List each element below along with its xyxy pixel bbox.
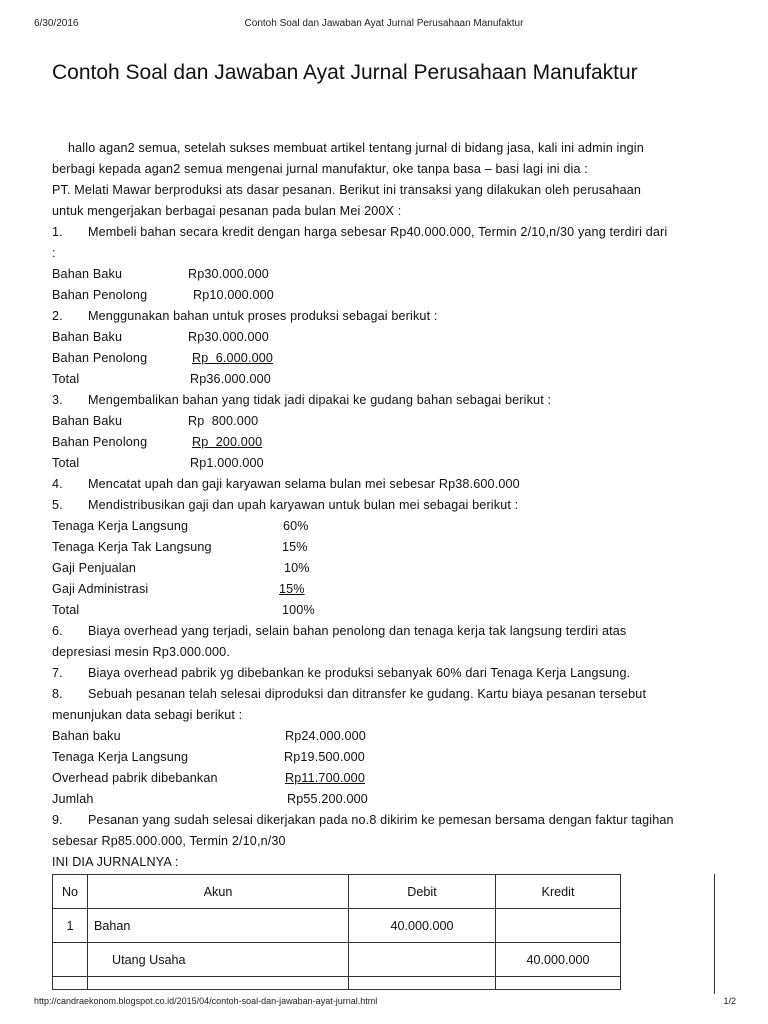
transaction-9-cont: sebesar Rp85.000.000, Termin 2/10,n/30: [52, 834, 286, 848]
header-akun: Akun: [88, 875, 349, 909]
detail-row: [52, 264, 722, 285]
cell-no: 1: [53, 909, 88, 943]
cell-kredit: 40.000.000: [496, 943, 621, 977]
detail-row: [52, 411, 722, 432]
detail-row: [52, 327, 722, 348]
item-number: 8.: [52, 687, 63, 701]
detail-row: [52, 600, 722, 621]
journal-table: [52, 874, 621, 990]
detail-label: Bahan baku: [52, 729, 121, 743]
cell-debit: [349, 977, 496, 990]
item-number: 5.: [52, 498, 63, 512]
detail-value: Rp 800.000: [188, 414, 259, 428]
cell-akun: Bahan: [88, 909, 349, 943]
transaction-1: [52, 222, 722, 243]
header-debit: Debit: [349, 875, 496, 909]
detail-row: [52, 369, 722, 390]
item-number: 3.: [52, 393, 63, 407]
detail-value: Rp30.000.000: [188, 267, 269, 281]
transaction-8-cont: menunjukan data sebagi berikut :: [52, 708, 243, 722]
detail-row: [52, 432, 722, 453]
header-no: No: [53, 875, 88, 909]
detail-value: 15%: [282, 540, 308, 554]
table-row: [53, 909, 621, 943]
detail-row: [52, 768, 722, 789]
page-title: Contoh Soal dan Jawaban Ayat Jurnal Perusahaan Manufaktur: [52, 61, 638, 84]
detail-label: Jumlah: [52, 792, 94, 806]
item-text: Mencatat upah dan gaji karyawan selama bulan mei sebesar Rp38.600.000: [88, 477, 520, 491]
transaction-5: [52, 495, 722, 516]
print-date: 6/30/2016: [34, 18, 79, 29]
detail-label: Gaji Penjualan: [52, 561, 137, 575]
item-number: 9.: [52, 813, 63, 827]
detail-row: [52, 789, 722, 810]
detail-value: Rp 200.000: [192, 435, 263, 449]
detail-label: Bahan Penolong: [52, 351, 148, 365]
detail-row: [52, 537, 722, 558]
detail-value: Rp24.000.000: [285, 729, 366, 743]
header-kredit: Kredit: [496, 875, 621, 909]
transaction-2: [52, 306, 722, 327]
table-outer-border: [714, 874, 715, 994]
intro-line: PT. Melati Mawar berproduksi ats dasar pesanan. Berikut ini transaksi yang dilakukan oleh perusahaan: [52, 183, 642, 197]
detail-label: Tenaga Kerja Langsung: [52, 750, 189, 764]
detail-value: Rp11.700.000: [285, 771, 365, 785]
item-text: Menggunakan bahan untuk proses produksi sebagai berikut :: [88, 309, 438, 323]
detail-value: 100%: [282, 603, 315, 617]
detail-label: Total: [52, 603, 80, 617]
article-body: [52, 138, 722, 873]
detail-row: [52, 726, 722, 747]
detail-row: [52, 579, 722, 600]
detail-label: Total: [52, 372, 80, 386]
print-footer-url: http://candraekonom.blogspot.co.id/2015/04/contoh-soal-dan-jawaban-ayat-jurnal.html: [34, 996, 378, 1006]
print-header-title: Contoh Soal dan Jawaban Ayat Jurnal Perusahaan Manufaktur: [244, 18, 524, 29]
detail-value: Rp36.000.000: [190, 372, 271, 386]
detail-label: Bahan Baku: [52, 330, 123, 344]
cell-no: [53, 943, 88, 977]
cell-debit: 40.000.000: [349, 909, 496, 943]
transaction-8: [52, 684, 722, 705]
item-number: 1.: [52, 225, 63, 239]
detail-value: Rp19.500.000: [284, 750, 365, 764]
item-text: Biaya overhead pabrik yg dibebankan ke produksi sebanyak 60% dari Tenaga Kerja Langsung.: [88, 666, 631, 680]
detail-label: Gaji Administrasi: [52, 582, 149, 596]
transaction-1-colon: :: [52, 246, 56, 260]
detail-value: Rp55.200.000: [287, 792, 368, 806]
transaction-7: [52, 663, 722, 684]
item-text: Mengembalikan bahan yang tidak jadi dipakai ke gudang bahan sebagai berikut :: [88, 393, 552, 407]
cell-kredit: [496, 909, 621, 943]
detail-value: 15%: [279, 582, 305, 596]
transaction-9: [52, 810, 722, 831]
detail-value: Rp 6.000.000: [192, 351, 274, 365]
detail-label: Bahan Baku: [52, 414, 123, 428]
item-text: Membeli bahan secara kredit dengan harga sebesar Rp40.000.000, Termin 2/10,n/30 yang terdiri dari: [88, 225, 668, 239]
intro-line: untuk mengerjakan berbagai pesanan pada bulan Mei 200X :: [52, 204, 402, 218]
item-text: Biaya overhead yang terjadi, selain bahan penolong dan tenaga kerja tak langsung terdiri atas: [88, 624, 627, 638]
detail-value: 10%: [284, 561, 310, 575]
detail-row: [52, 558, 722, 579]
detail-label: Tenaga Kerja Langsung: [52, 519, 189, 533]
detail-row: [52, 348, 722, 369]
detail-row: [52, 285, 722, 306]
transaction-3: [52, 390, 722, 411]
detail-label: Tenaga Kerja Tak Langsung: [52, 540, 212, 554]
item-number: 7.: [52, 666, 63, 680]
detail-row: [52, 516, 722, 537]
cell-debit: [349, 943, 496, 977]
cell-kredit: [496, 977, 621, 990]
item-number: 4.: [52, 477, 63, 491]
print-page-number: 1/2: [723, 996, 736, 1006]
detail-label: Overhead pabrik dibebankan: [52, 771, 218, 785]
detail-label: Bahan Baku: [52, 267, 123, 281]
detail-label: Bahan Penolong: [52, 288, 148, 302]
detail-value: Rp10.000.000: [193, 288, 274, 302]
cell-akun: Utang Usaha: [88, 943, 349, 977]
transaction-4: [52, 474, 722, 495]
detail-value: Rp30.000.000: [188, 330, 269, 344]
detail-value: 60%: [283, 519, 309, 533]
table-row: [53, 977, 621, 990]
item-number: 6.: [52, 624, 63, 638]
detail-label: Total: [52, 456, 80, 470]
table-row: [53, 943, 621, 977]
table-header-row: [53, 875, 621, 909]
item-number: 2.: [52, 309, 63, 323]
transaction-6: [52, 621, 722, 642]
cell-akun: [88, 977, 349, 990]
item-text: Mendistribusikan gaji dan upah karyawan untuk bulan mei sebagai berikut :: [88, 498, 519, 512]
detail-value: Rp1.000.000: [190, 456, 264, 470]
transaction-6-cont: depresiasi mesin Rp3.000.000.: [52, 645, 230, 659]
cell-no: [53, 977, 88, 990]
journal-intro: INI DIA JURNALNYA :: [52, 855, 179, 869]
item-text: Pesanan yang sudah selesai dikerjakan pada no.8 dikirim ke pemesan bersama dengan faktur tagihan: [88, 813, 674, 827]
detail-row: [52, 453, 722, 474]
detail-label: Bahan Penolong: [52, 435, 148, 449]
detail-row: [52, 747, 722, 768]
intro-line: berbagi kepada agan2 semua mengenai jurnal manufaktur, oke tanpa basa – basi lagi ini dia :: [52, 162, 588, 176]
intro-line: hallo agan2 semua, setelah sukses membuat artikel tentang jurnal di bidang jasa, kali ini admin ingin: [68, 141, 644, 155]
item-text: Sebuah pesanan telah selesai diproduksi dan ditransfer ke gudang. Kartu biaya pesanan tersebut: [88, 687, 647, 701]
